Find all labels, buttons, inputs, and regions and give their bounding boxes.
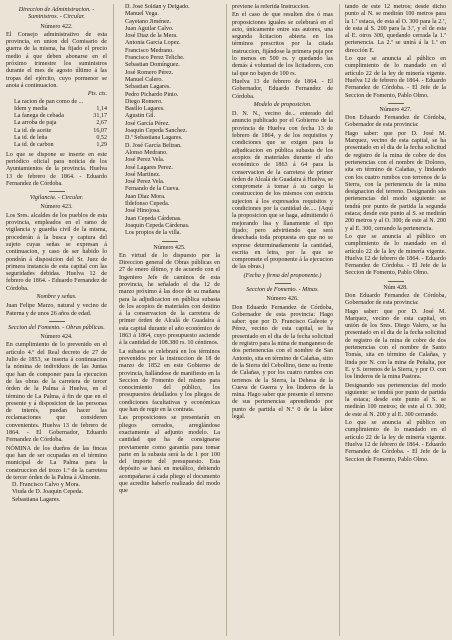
article-text: Lo que se dispone se inserte en este periódico oficial para noticia de los Ayuntamientos de la provincia. Huelva 13 de febrero de 1864. - Eduardo Fernandez de Córdoba. [6, 151, 107, 187]
article-text: Lo que se anuncia al público en cumplimiento de lo mandado en el artículo 22 de la ley de minería vigente. Huelva 12 de febrero de 1864. - Eduardo Fernandez de Córdoba. - El Jefe de la Seccion de Fomento, Pablo Olmo. [345, 56, 446, 99]
list-item: Los propios de la villa. [125, 230, 182, 237]
price-row: La id. de leña 0,52 [14, 135, 107, 142]
list-item: José Romero Pérez. [125, 69, 174, 76]
list-item: José Diaz de la Mera. [125, 33, 178, 40]
article-number: Número 425. [153, 244, 186, 251]
list-item: Joaquin Cepeda Cárdenas. [125, 222, 190, 229]
price-row: La id. de carbon 1,29 [14, 142, 107, 149]
article-text: previene la referida Instruccion. [232, 4, 310, 10]
section-heading: Seccion del Fomento. - Obras públicas. [8, 324, 105, 331]
list-item: Cayetano Jiménez. [125, 18, 172, 25]
section-heading: Vigilancia. - Circular. [29, 195, 84, 202]
list-item: Fernando de la Cueva. [125, 186, 180, 193]
article-text: Hago saber: que por D. José M. Marquez, vecino de esta capital, en unión de los Sres. Diego Valero, se ha presentado en el dia de la fecha solicitud de registro de la mina de cobre de dos pertenencias con el nombre de Santo Tomás, sita en término de Calañas, y linda por N. con la mina de Peñalta, por E. y S. terrenos de la Sierra, y por O. con los linderos de la mina Pastora. [345, 308, 446, 381]
article-text: En cumplimiento de lo prevenido en el artículo 4.º del Real decreto de 27 de Julio de 1853, se inserta á continuacion la nómina de individuos de las Juntas que han de componer para la ejecucion de las obras de la carretera de tercer órden de la Palma á Huelva, en el término de La Palma, á fin de que en el presente y á disposicion de las personas de interés, puedan hacer las reclamaciones que consideren convenientes. Huelva 13 de febrero de 1864. - El Gobernador, Eduardo Fernandez de Córdoba. [6, 342, 107, 444]
list-item: Francisco Perez Teliche. [125, 55, 185, 62]
list-item: José Lagares Perez. [125, 164, 173, 171]
price-row: La arroba de paja 2,67 [14, 120, 107, 127]
list-item: D. José García Beltran. [125, 142, 182, 149]
article-text: Los Sres. alcaldes de los pueblos de esta provincia, empleados en el ramo de vigilancia y guardia civil de la misma, procederán á la busca y captura del sujeto cuyas señas se expresan á continuacion, y caso de ser habido lo pondrán á disposicion del Sr. Juez de primera instancia de esta capital con las seguridades debidas. Huelva 12 de febrero de 1864. - Eduardo Fernandez de Córdoba. [6, 212, 107, 292]
article-text: tando de este 12 metros; desde dicho punto al N. se medirán 100 metros para la 1.ª estaca, de esta al O. 300 para la 2.ª, de esta al S. 200 para la 3.ª, y el de esta al E. otros 300, quedando cerrada la 1.ª pertenencia. La 2.ª se unirá á la 1.ª en dirección E. [345, 4, 446, 54]
subheading: Modelo de proposicion. [253, 101, 312, 108]
list-item: D. José Soldan y Delgado. [125, 4, 190, 10]
article-text: Don Eduardo Fernandez de Córdoba, Gobernador de esta provincia: [345, 115, 446, 129]
list-item: D.ª Sebastiana Lagares. [125, 135, 183, 142]
divider [388, 281, 404, 282]
article-text: El Consejo administrativo de esta provincia, en union del Comisario de guerra de la misma, ha fijado el precio medio á que deben abonarse en el próximo trimestre los suministros durante el mes de agosto último á las tropas del ejército, cuyo pormenor se anota á continuacion. [6, 31, 107, 89]
article-number: Número 422. [40, 23, 73, 30]
column-1 [6, 4, 107, 636]
owner-list [119, 4, 220, 238]
list-item: Francisco Medrano. [125, 47, 174, 54]
column-2 [113, 4, 220, 636]
section-heading: Seccion de Fomento. - Minas. [246, 286, 319, 293]
list-item: Juan Cepeda Cárdenas. [125, 215, 182, 222]
list-item: Diego Romero. [125, 98, 163, 105]
signature-note: (Fecha y firma del proponente.) [243, 272, 322, 279]
column-3 [226, 4, 333, 636]
list-item: Agustin Gil. [125, 113, 156, 120]
article-text: D. N. N., vecino de... enterado del anuncio publicado por el Gobierno de la provincia de Huelva con fecha 13 de febrero de 1864, y de los requisitos y condiciones que se exigen para la adjudicacion en pública subasta de los acopios de materiales durante el año económico de 1863 á 64 para la conservacion de la carretera de primer órden de Alcalá de Guadaira á Huelva, se compromete á tomar á su cargo la construccion de los mismos con estricta sujecion á los expresados requisitos y condiciones por la cantidad de..... (Aquí la proposicion que se haga, admitiendo ó mejorando lisa y llanamente el tipo fijado; pero advirtiendo que será desechada toda propuesta en que no se exprese determinadamente la cantidad, escrita en letra, por la que se compromete el proponente á la ejecucion de las obras.) [232, 111, 333, 271]
divider [49, 321, 65, 322]
list-item: Manuel Calero. [125, 76, 163, 83]
article-number: Número 424. [40, 334, 73, 341]
price-row: La fanega de cebada 31,17 [14, 113, 107, 120]
article-text: Lo que se anuncia al público en cumplimiento de lo mandado en el artículo 22 de la ley de minería vigente. Huelva 12 de febrero de 1864. - Eduardo Fernandez de Córdoba. - El Jefe de la Seccion de Fomento, Pablo Olmo. [345, 233, 446, 277]
article-text: Don Eduardo Fernandez de Córdoba, Gobernador de esta provincia: Hago saber: que por D. Francisco Galeote y Pérez, vecino de esta capital, se ha presentado en el dia de la fecha solicitud de registro para la mina de manganeso de dos pertenencias con el nombre de San Antonio, sita en término de Calañas, sitio de la Sierra del Cebollino, tiene su frente de Calañas, y por los cuatro rumbos con terrenos de la Sierra, la Dehesa de la Cueva de Guerra y los linderos de la mina. Hago saber que presente el terreno de sus pertenencias aprendiendo por punto de partida el N.º 0 de la labor legal. [232, 304, 333, 421]
list-item: Manuel Vega. [125, 11, 159, 18]
list-item: Viuda de D. Joaquin Cepeda. [12, 489, 84, 496]
list-item: José García Pérez. [125, 120, 170, 127]
subheading: Nombre y señas. [36, 293, 77, 300]
list-item: Juan Diaz Mora. [125, 193, 166, 200]
article-number: Número 427. [379, 106, 412, 113]
list-item: Sebastian Lagares. [125, 84, 171, 91]
list-item: Alonso Medrano. [125, 149, 168, 156]
owner-list [6, 482, 107, 504]
divider [162, 241, 178, 242]
list-item: Pedro Pichardo Pinto. [125, 91, 179, 98]
list-item: José Perez Vela. [125, 157, 165, 164]
list-item: Antonia García Lopez. [125, 40, 181, 47]
list-item: D. Francisco Calvo y Mora. [12, 482, 81, 489]
price-row: Idem y media 1,14 [14, 105, 107, 112]
price-table-header: Pts. cts. [87, 91, 107, 98]
list-item: Joaquin Cepeda Sanchez. [125, 128, 188, 135]
article-text: Huelva 13 de febrero de 1864. - El Gobernador, Eduardo Fernandez de Córdoba. [232, 78, 333, 100]
price-row: La id. de aceite 16,07 [14, 127, 107, 134]
article-text: En virtud de lo dispuesto por la Direccion general de Obras públicas en 27 de enero último, y de acuerdo con el Ingeniero Jefe de caminos de esta provincia, he señalado el dia 12 de marzo próximo á las doce de su mañana para la adjudicacion en pública subasta de los acopios de materiales con destino á la conservacion de la carretera de primer órden de Alcalá de Guadaira á esta capital durante el año económico de 1863 á 1864, cuyo presupuesto asciende á la cantidad de 108.380 rs. 10 céntimos. [119, 252, 220, 347]
article-text: La subasta se celebrará en los términos prevenidos por la instruccion de 18 de marzo de 1852 en este Gobierno de provincia, hallándose de manifiesto en la Seccion de Fomento del mismo para conocimiento del público, los presupuestos detallados y los pliegos de condiciones facultativas y económicas que han de regir en la contrata. [119, 348, 220, 414]
article-number: Número 423. [40, 204, 73, 211]
divider [49, 191, 65, 192]
list-item: Sebastian Domínguez. [125, 62, 180, 69]
article-number: Número 426. [266, 296, 299, 303]
column-4 [339, 4, 446, 636]
price-row: La racion de pan como de ... [14, 98, 84, 105]
divider [275, 283, 291, 284]
article-text: Juan Felipe Marzo, natural y vecino de Paterna y de unos 26 años de edad. [6, 303, 107, 317]
article-number: Núm 428. [383, 284, 408, 291]
article-text: Las proposiciones se presentarán en pliegos cerrados, arreglándose exactamente al adjunto modelo. La cantidad que ha de consignarse previamente como garantía para tomar parte en la subasta será la de 1 por 100 del importe del presupuesto. Esta depósito se hará en metálico, debiendo acompañarse á cada pliego el documento que acredite haberlo realizado del modo que [119, 415, 220, 495]
list-item: José Hinojosa. [125, 208, 161, 215]
divider [388, 103, 404, 104]
list-item: Basilio Lagares. [125, 106, 165, 113]
article-text: Designando sus pertenencias del modo siguiente: se tendrá por punto de partida la estaca; desde este punto al S. se medirán 100 metros; de este al O. 300; de este al N. 200 y al E. 300 cerrando. [345, 382, 446, 418]
list-item: José Martinez. [125, 171, 161, 178]
list-item: José Perez Vela. [125, 179, 165, 186]
price-table [14, 91, 107, 149]
article-text: Lo que se anuncia al público en cumplimiento de lo mandado en el artículo 22 de la ley de minería vigente. Huelva 12 de febrero de 1864. - Eduardo Fernandez de Córdoba. - El Jefe de la Seccion de Fomento, Pablo Olmo. [345, 420, 446, 463]
list-item: Ildefonso Cepeda. [125, 201, 170, 208]
list-item: Juan Aguilar Calvo. [125, 25, 174, 32]
section-heading: Direccion de Administracion. -Suministros. - Circular. [18, 7, 95, 21]
article-text: Don Eduardo Fernandez de Córdoba, Gobernador de esta provincia: [345, 292, 446, 307]
list-item: Sebastiana Lagares. [12, 496, 61, 503]
article-text: En el caso de que resulten dos ó mas proposiciones iguales se celebrará en el acto, únicamente entre sus autores, una segunda licitacion abierta en los términos prescritos por la citada instruccion, fijándose la primera puja por lo menos en 500 rs. y quedando las demás á voluntad de los licitadores, con tal que no bajen de 100 rs. [232, 12, 333, 77]
article-text: Hago saber: que por D. José M. Marquez, vecino de esta capital, se ha presentado en el dia de la fecha solicitud de registro de la mina de cobre de dos pertenencias con el nombre de Dolores, sita en término de Calañas, y lindando con los cuatro rumbos con terrenos de la Sierra, con la pertenencia de la mina designacion del terreno. Designando sus pertenencias del modo siguiente: se tendrá por punto de partida la segunda estaca; desde este punto al S. se medirán 200 metros y al O. 300; de este al N. 200 y al E. 300, cerrando la pertenencia. [345, 130, 446, 232]
article-text: NÓMINA de los dueños de las fincas que han de ser ocupadas en el término municipal de La Palma para la construccion del trozo 1.º de la carretera de tercer órden de la Palma á Almonte. [6, 445, 107, 481]
